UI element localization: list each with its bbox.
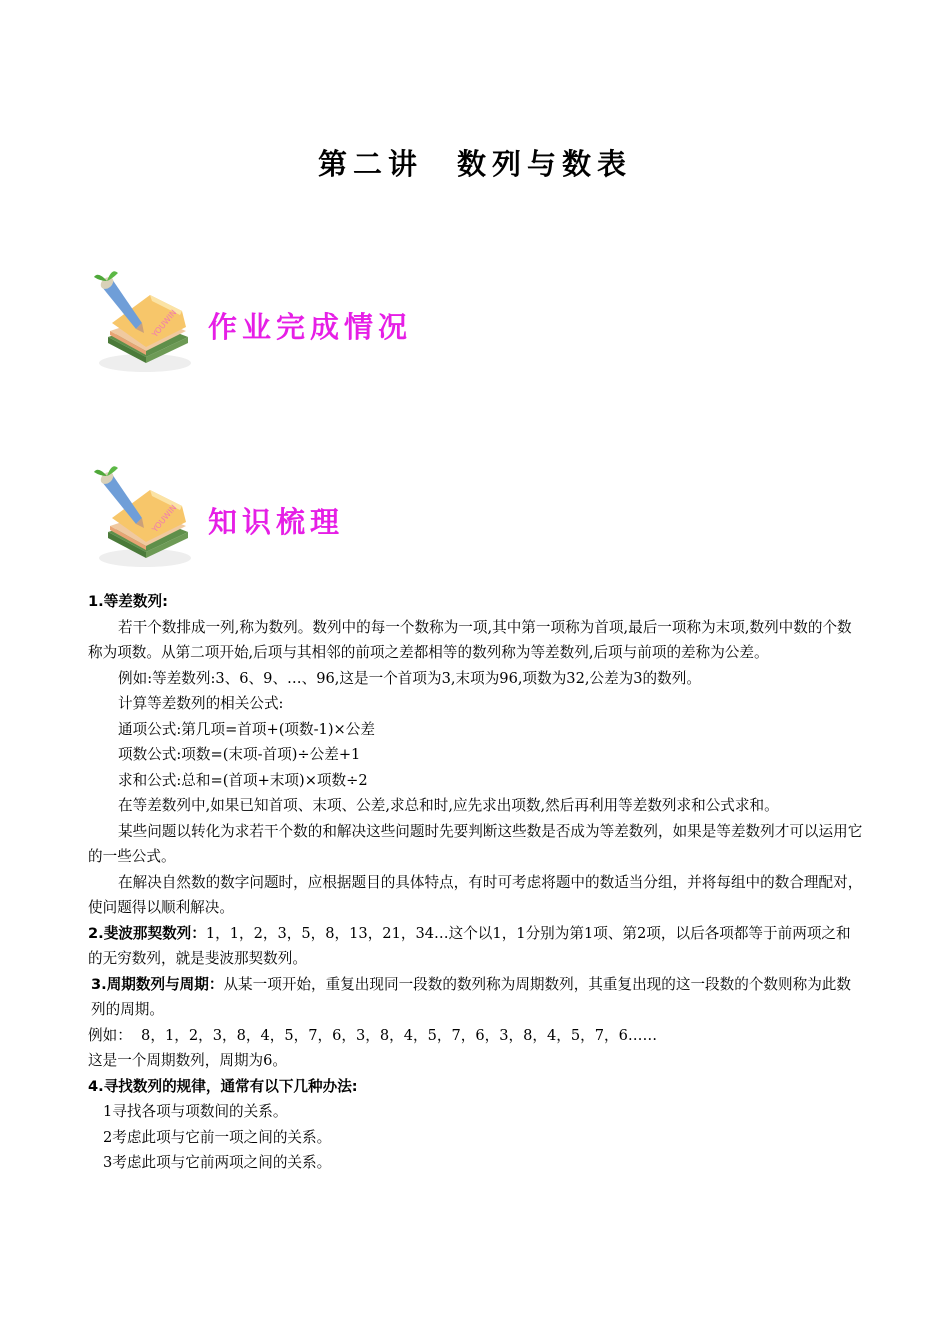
paragraph-example: 例如:等差数列:3、6、9、…、96,这是一个首项为3,末项为96,项数为32,公差为3的数列。 — [118, 669, 701, 687]
paragraph-definition: 若干个数排成一列,称为数列。数列中的每一个数称为一项,其中第一项称为首项,最后一项称为末项,数列中数的个数称为项数。从第二项开始,后项与其相邻的前项之差都相等的数列称为等差数列,后项与前项的差称为公差。 — [88, 618, 852, 661]
periodic-example: 例如： 8，1，2，3，8，4，5，7，6，3，8，4，5，7，6，3，8，4，5，7，6…… — [88, 1026, 658, 1044]
section-label: 知识梳理 — [208, 505, 345, 539]
paragraph-sum-method: 在等差数列中,如果已知首项、末项、公差,求总和时,应先求出项数,然后再利用等差数列求和公式求和。 — [118, 797, 779, 814]
lecture-number: 第二讲 — [317, 147, 423, 181]
formula-sum: 求和公式:总和=(首项+末项)×项数÷2 — [118, 771, 368, 789]
book-pencil-icon — [90, 460, 200, 570]
paragraph-fibonacci: 2.斐波那契数列：1，1，2，3，5，8，13，21，34…这个以1，1分别为第1项、第2项，以后各项都等于前两项之和的无穷数列，就是斐波那契数列。 — [88, 924, 851, 967]
section-header-knowledge — [90, 460, 490, 570]
paragraph-periodic: 3.周期数列与周期：从某一项开始，重复出现同一段数的数列称为周期数列，其重复出现的这一段数的个数则称为此数列的周期。 — [91, 975, 851, 1018]
method-item: 3考虑此项与它前两项之间的关系。 — [103, 1154, 332, 1171]
formula-term-count: 项数公式:项数=(末项-首项)÷公差+1 — [118, 746, 361, 763]
heading-fibonacci: 2.斐波那契数列： — [88, 924, 206, 942]
formula-intro: 计算等差数列的相关公式: — [118, 695, 284, 712]
heading-find-patterns: 4.寻找数列的规律，通常有以下几种办法: — [88, 1077, 358, 1095]
section-header-homework — [90, 265, 490, 375]
lecture-topic: 数列与数表 — [457, 147, 633, 181]
formula-general-term: 通项公式:第几项=首项+(项数-1)×公差 — [118, 720, 375, 738]
paragraph-conversion: 某些问题以转化为求若干个数的和解决这些问题时先要判断这些数是否成为等差数列，如果是等差数列才可以运用它的一些公式。 — [88, 822, 863, 865]
heading-arithmetic-sequence: 1.等差数列: — [88, 593, 168, 610]
paragraph-natural-numbers: 在解决自然数的数字问题时，应根据题目的具体特点，有时可考虑将题中的数适当分组，并将每组中的数合理配对，使问题得以顺利解决。 — [88, 873, 863, 916]
method-item: 1寻找各项与项数间的关系。 — [103, 1103, 288, 1120]
method-item: 2考虑此项与它前一项之间的关系。 — [103, 1128, 332, 1146]
heading-periodic: 3.周期数列与周期： — [91, 975, 224, 993]
periodic-conclusion: 这是一个周期数列，周期为6。 — [88, 1052, 288, 1069]
knowledge-content — [88, 589, 864, 1176]
section-label: 作业完成情况 — [208, 310, 413, 344]
book-pencil-icon — [90, 265, 200, 375]
page-title — [0, 142, 950, 183]
